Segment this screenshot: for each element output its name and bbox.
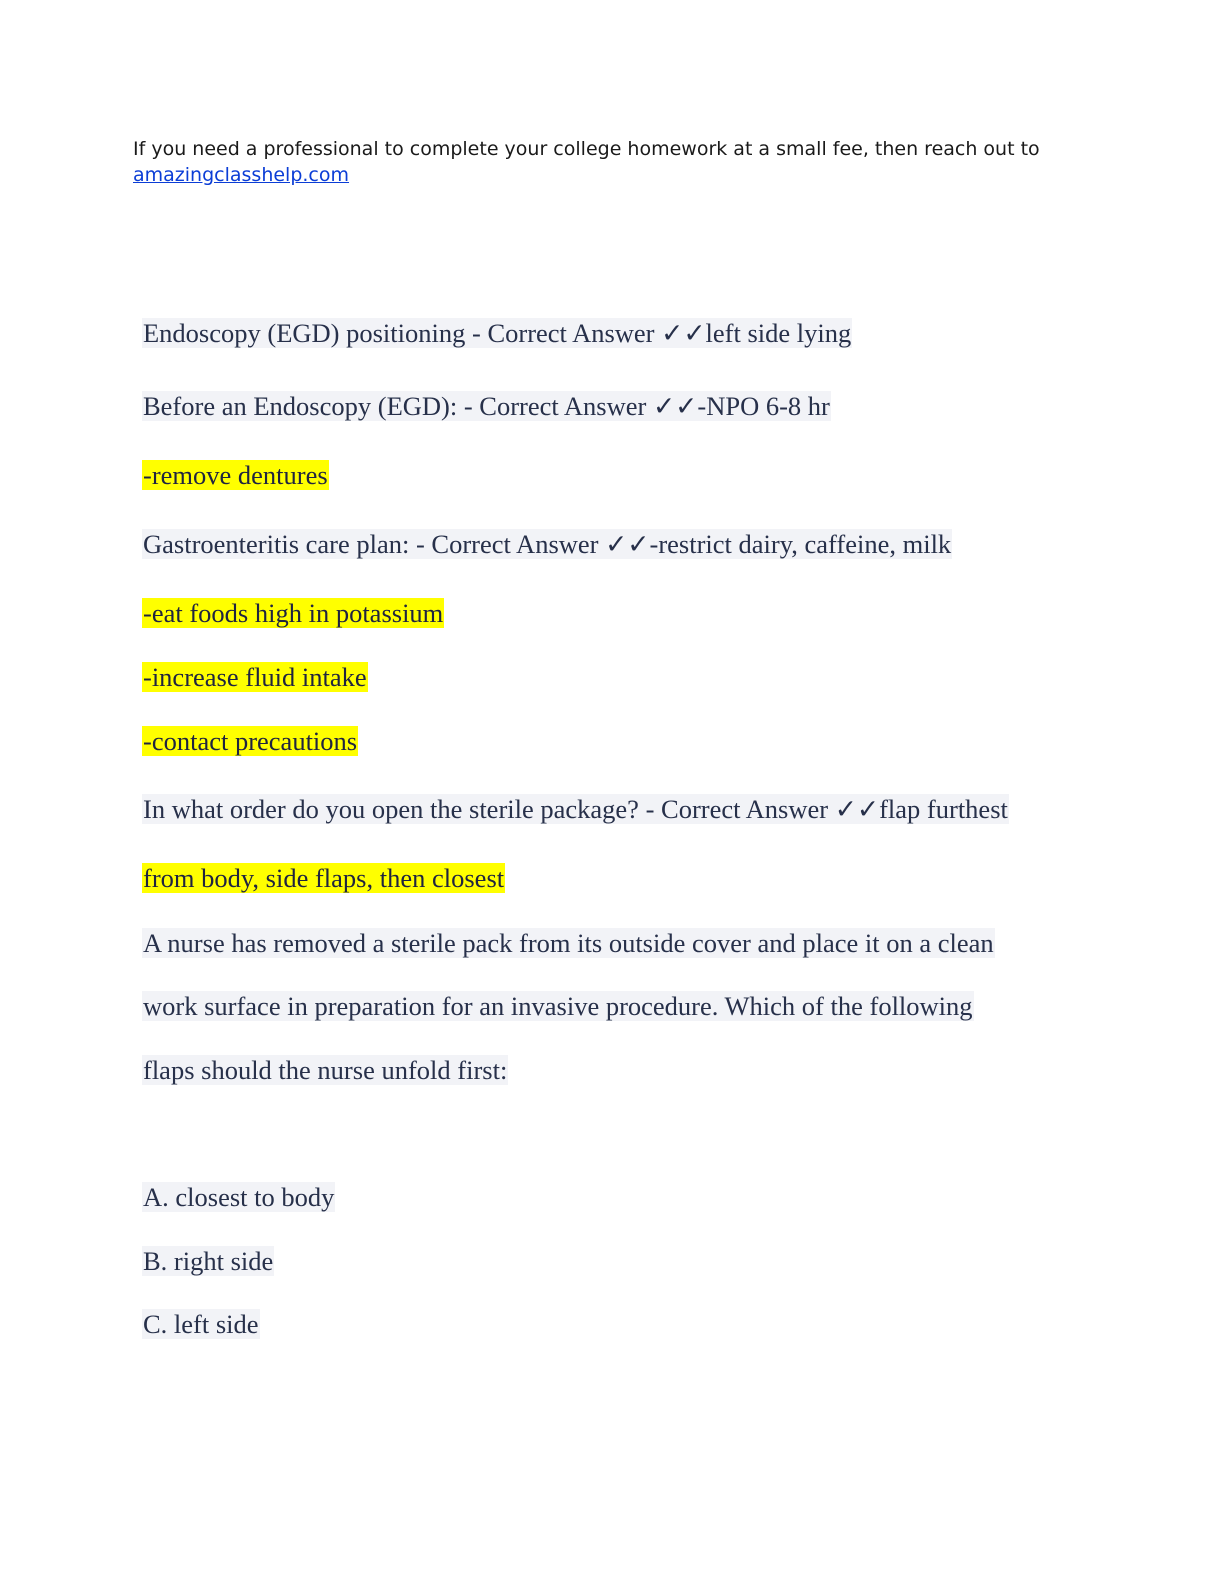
option-c: C. left side (143, 1309, 259, 1339)
qa-line-sterile-order: In what order do you open the sterile package? - Correct Answer ✓✓flap furthest (143, 794, 1008, 824)
qa-line-before-endoscopy: Before an Endoscopy (EGD): - Correct Answer ✓✓-NPO 6-8 hr (143, 391, 830, 421)
question-line-2: work surface in preparation for an invasive procedure. Which of the following (143, 991, 973, 1021)
option-a: A. closest to body (143, 1182, 335, 1212)
qa-line-remove-dentures: -remove dentures (143, 460, 328, 490)
qa-line-contact-precautions: -contact precautions (143, 726, 358, 756)
qa-line-fluid-intake: -increase fluid intake (143, 662, 367, 692)
qa-line-gastroenteritis: Gastroenteritis care plan: - Correct Answer ✓✓-restrict dairy, caffeine, milk (143, 529, 952, 559)
qa-line-endoscopy-positioning: Endoscopy (EGD) positioning - Correct Answer ✓✓left side lying (143, 318, 852, 348)
question-line-1: A nurse has removed a sterile pack from its outside cover and place it on a clean (143, 928, 994, 958)
option-b: B. right side (143, 1246, 274, 1276)
qa-line-sterile-answer: from body, side flaps, then closest (143, 863, 505, 893)
qa-line-potassium: -eat foods high in potassium (143, 598, 444, 628)
promo-header (133, 136, 1093, 188)
question-line-3: flaps should the nurse unfold first: (143, 1055, 508, 1085)
promo-text: If you need a professional to complete your college homework at a small fee, then reach out to (133, 138, 1040, 160)
promo-link[interactable]: amazingclasshelp.com (133, 164, 350, 186)
